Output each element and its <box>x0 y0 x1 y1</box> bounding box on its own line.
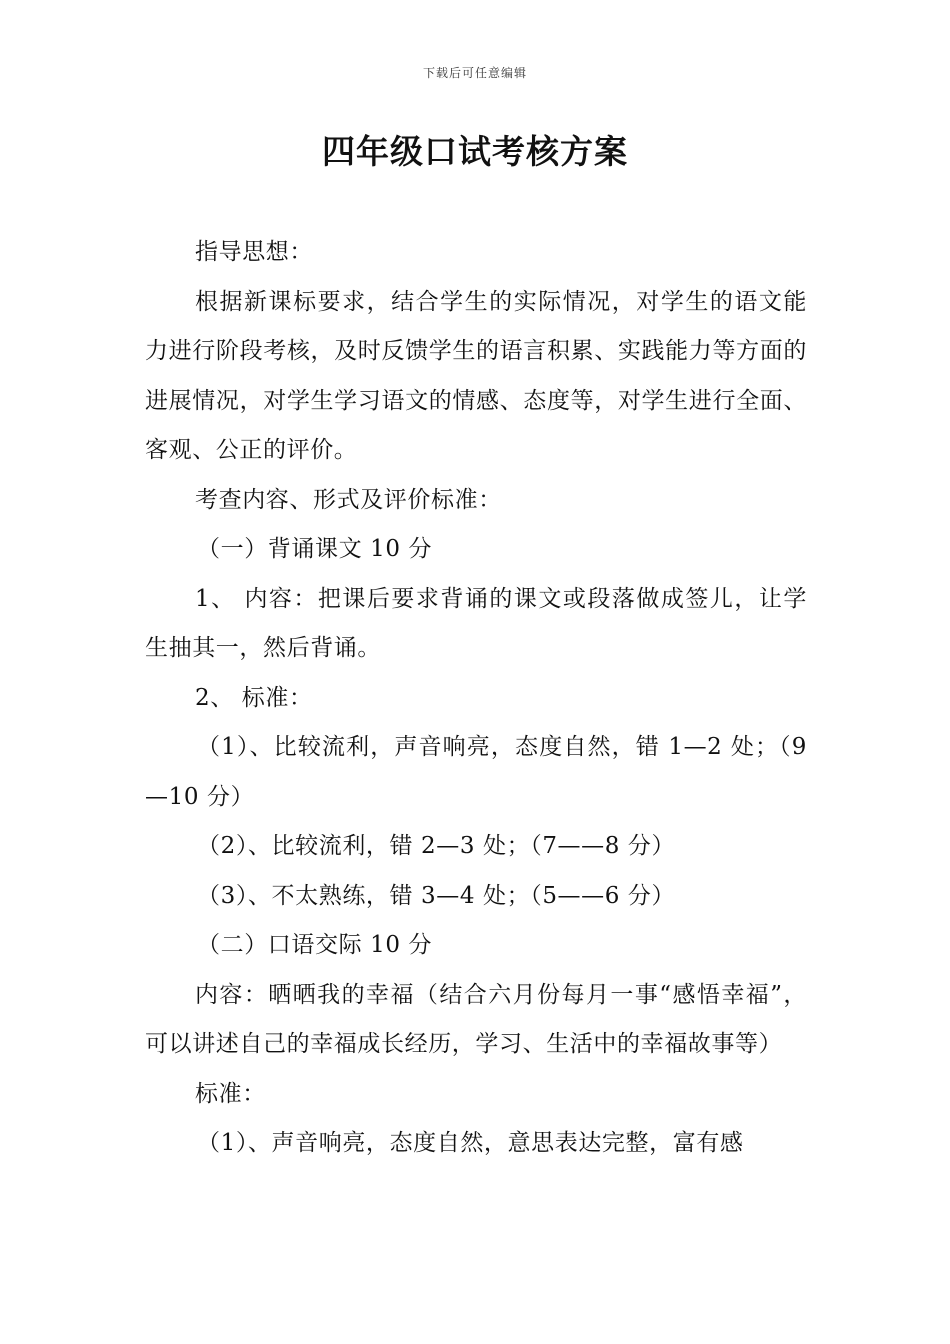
section-heading-oral-communication: （二）口语交际 10 分 <box>197 932 433 958</box>
document-body <box>145 228 807 1169</box>
standard-item-3: （3）、不太熟练，错 3—4 处；（5——6 分） <box>197 882 676 909</box>
paragraph-guiding-heading: 指导思想： <box>195 239 313 265</box>
paragraph-guiding-content: 根据新课标要求，结合学生的实际情况，对学生的语文能力进行阶段考核，及时反馈学生的语言积累、实践能力等方面的进展情况，对学生学习语文的情感、态度等，对学生进行全面、客观、公正的评价。 <box>145 288 807 463</box>
paragraph-oral-content: 内容：晒晒我的幸福（结合六月份每月一事“感悟幸福”，可以讲述自己的幸福成长经历，学习、生活中的幸福故事等） <box>145 981 807 1057</box>
standard-item-2: （2）、比较流利，错 2—3 处；（7——8 分） <box>197 833 676 859</box>
oral-standard-item-1: （1）、声音响亮，态度自然，意思表达完整，富有感 <box>197 1130 744 1156</box>
paragraph-recitation-content: 1、 内容：把课后要求背诵的课文或段落做成签儿，让学生抽其一，然后背诵。 <box>145 585 807 661</box>
section-heading-recitation: （一）背诵课文 10 分 <box>197 536 433 562</box>
paragraph-recitation-standard-heading: 2、 标准： <box>195 684 313 711</box>
document-title: 四年级口试考核方案 <box>322 132 628 171</box>
header-note: 下载后可任意编辑 <box>422 66 527 80</box>
paragraph-content-heading: 考查内容、形式及评价标准： <box>195 486 502 513</box>
standard-item-1: （1）、比较流利，声音响亮，态度自然，错 1—2 处；（9—10 分） <box>145 734 807 810</box>
paragraph-oral-standard-heading: 标准： <box>195 1080 266 1107</box>
